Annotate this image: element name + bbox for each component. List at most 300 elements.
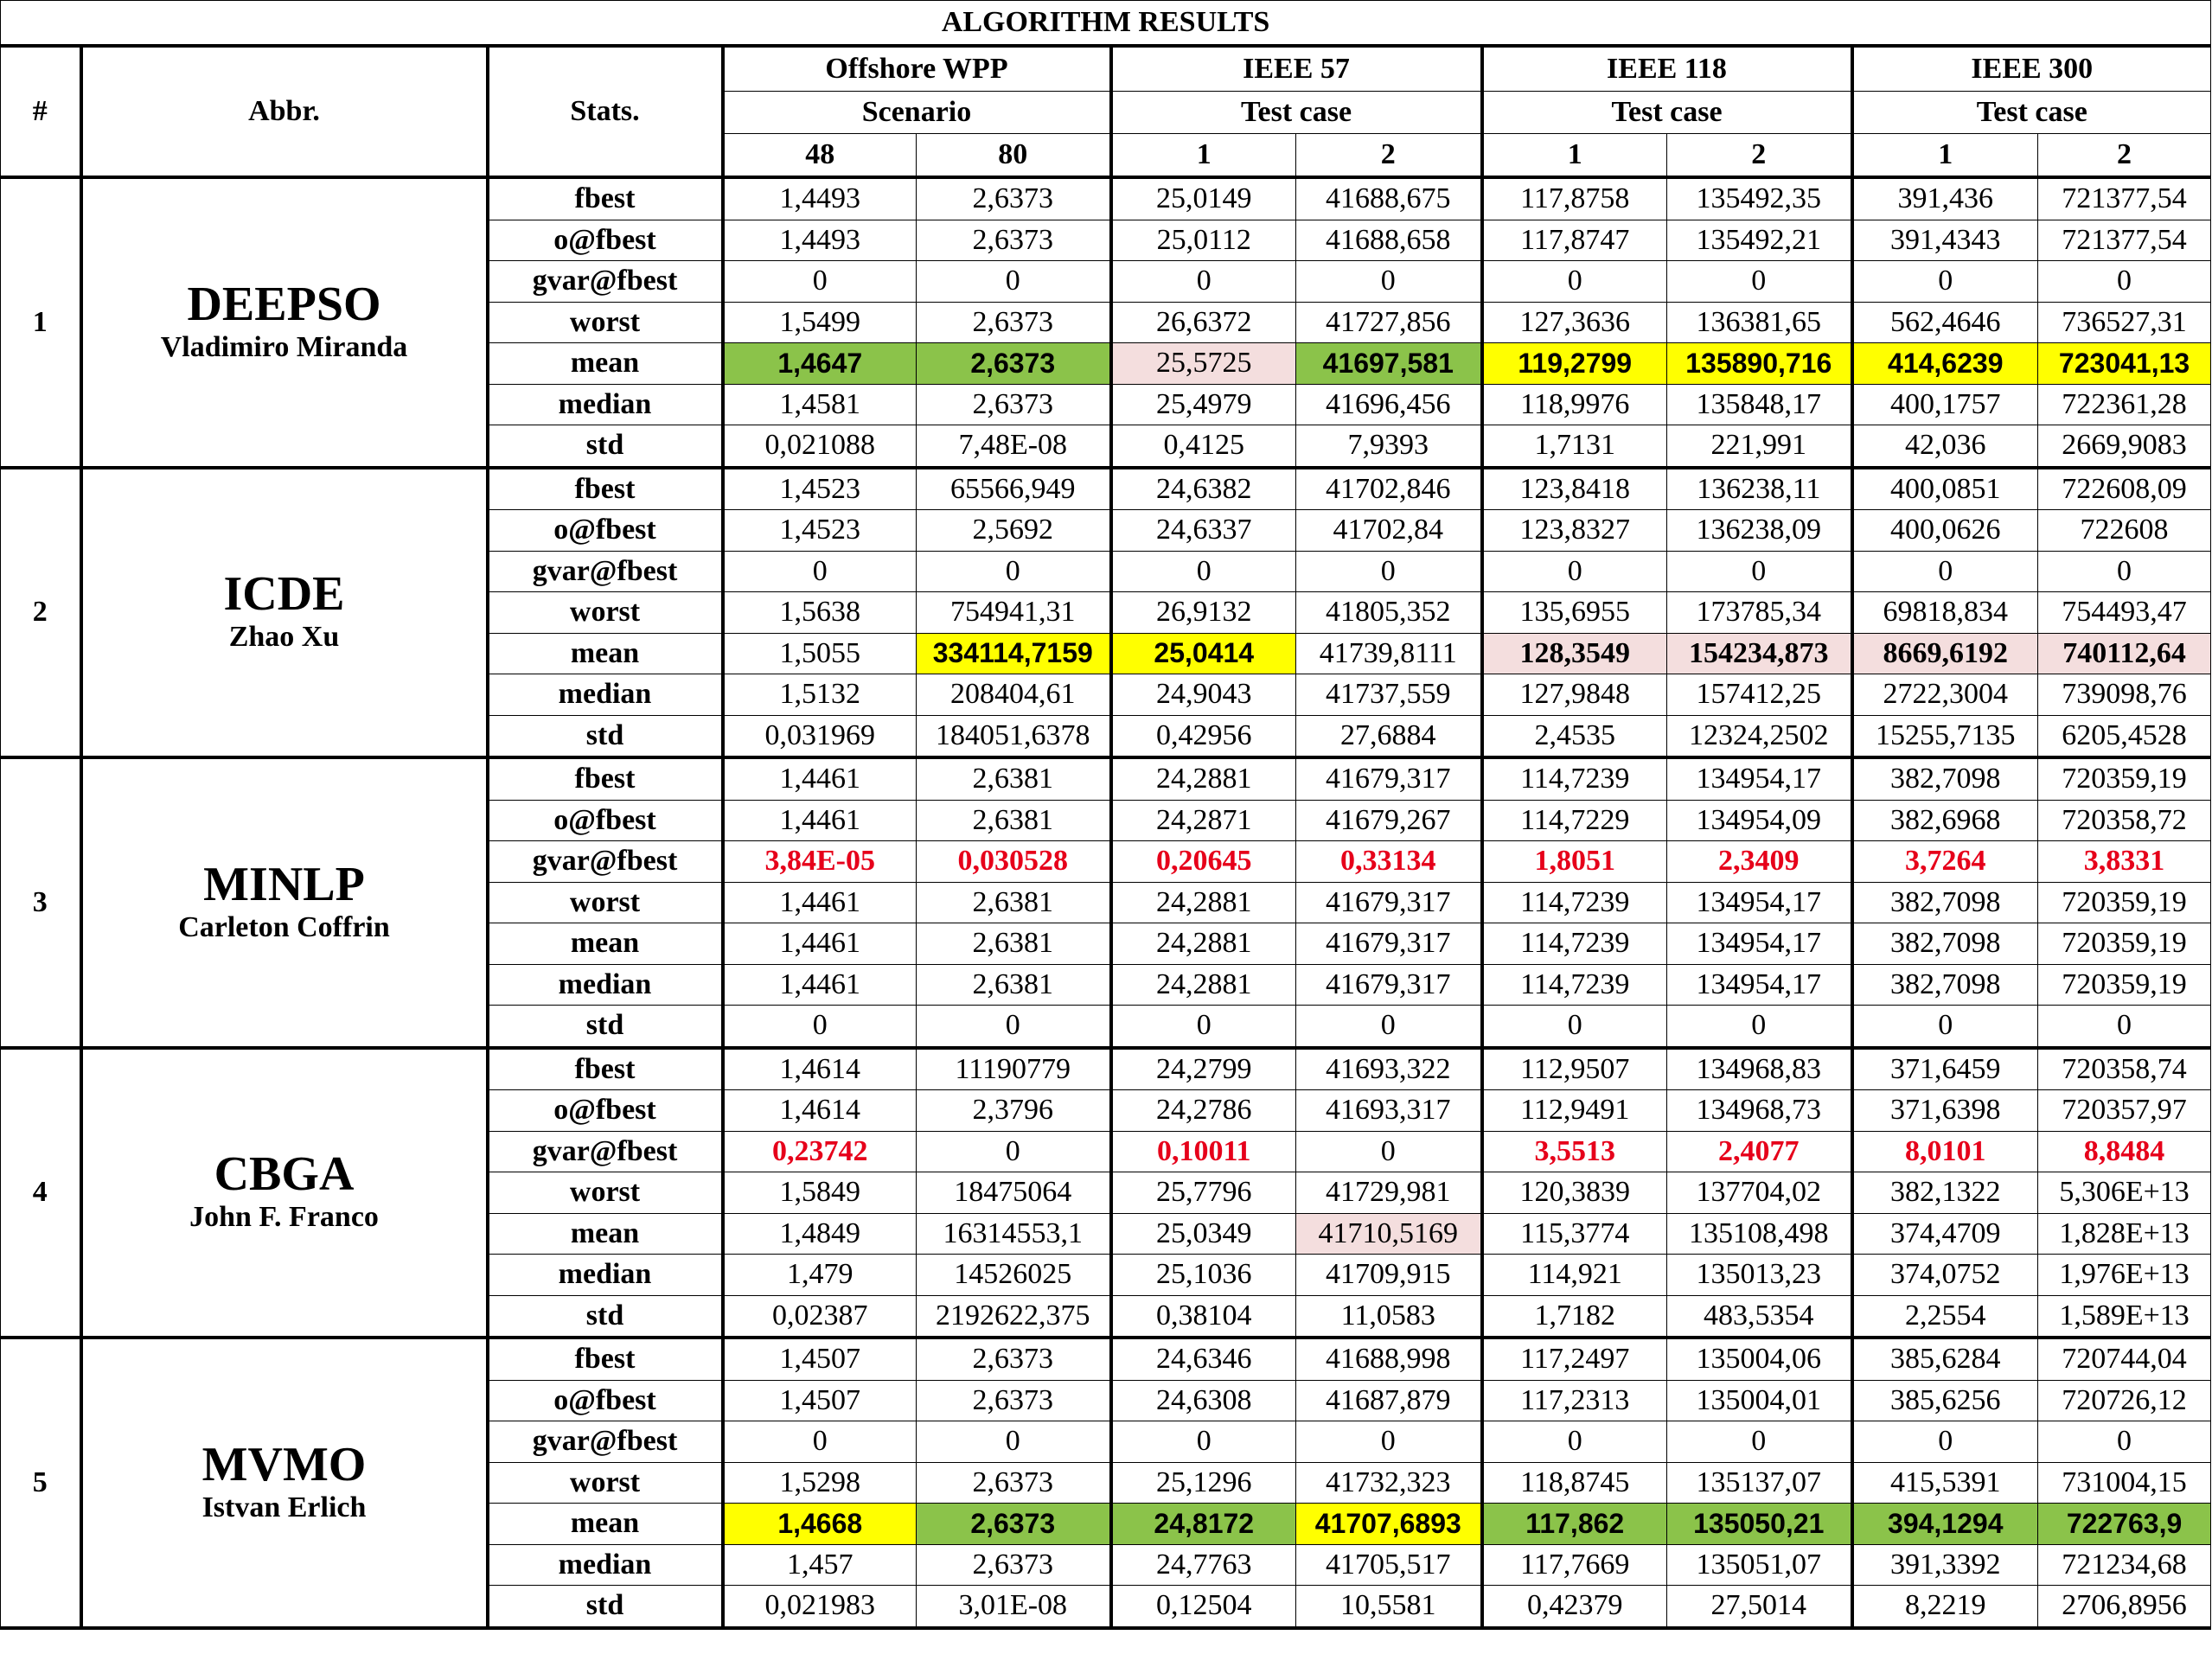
value-cell: 41710,5169 xyxy=(1296,1213,1482,1255)
stat-label: o@fbest xyxy=(488,800,723,841)
value-cell: 135050,21 xyxy=(1667,1504,1852,1545)
value-cell: 8,2219 xyxy=(1852,1586,2038,1628)
value-cell: 391,4343 xyxy=(1852,220,2038,261)
table-row xyxy=(1,468,2211,510)
value-cell: 25,0349 xyxy=(1111,1213,1296,1255)
value-cell: 114,7239 xyxy=(1482,923,1667,965)
algorithm-author: Carleton Coffrin xyxy=(178,910,390,943)
value-cell: 118,8745 xyxy=(1482,1462,1667,1504)
header-col: 80 xyxy=(917,134,1111,178)
value-cell: 134954,17 xyxy=(1667,964,1852,1006)
value-cell: 26,6372 xyxy=(1111,302,1296,343)
value-cell: 1,4523 xyxy=(723,510,917,552)
value-cell: 385,6284 xyxy=(1852,1338,2038,1380)
algorithm-author: Zhao Xu xyxy=(228,621,340,654)
value-cell: 154234,873 xyxy=(1667,633,1852,674)
value-cell: 0 xyxy=(1111,1421,1296,1463)
value-cell: 41729,981 xyxy=(1296,1172,1482,1214)
value-cell: 117,2497 xyxy=(1482,1338,1667,1380)
value-cell: 483,5354 xyxy=(1667,1295,1852,1338)
value-cell: 11190779 xyxy=(917,1048,1111,1090)
value-cell: 41688,998 xyxy=(1296,1338,1482,1380)
value-cell: 112,9491 xyxy=(1482,1090,1667,1132)
header-col: 48 xyxy=(723,134,917,178)
value-cell: 8669,6192 xyxy=(1852,633,2038,674)
value-cell: 0,021983 xyxy=(723,1586,917,1628)
value-cell: 41697,581 xyxy=(1296,343,1482,385)
value-cell: 135013,23 xyxy=(1667,1255,1852,1296)
stat-label: std xyxy=(488,1586,723,1628)
value-cell: 0 xyxy=(1111,261,1296,303)
value-cell: 24,6308 xyxy=(1111,1380,1296,1421)
value-cell: 134954,17 xyxy=(1667,923,1852,965)
value-cell: 2,6381 xyxy=(917,757,1111,800)
value-cell: 136238,09 xyxy=(1667,510,1852,552)
stat-label: fbest xyxy=(488,468,723,510)
value-cell: 3,84E-05 xyxy=(723,841,917,883)
value-cell: 127,3636 xyxy=(1482,302,1667,343)
value-cell: 721234,68 xyxy=(2038,1544,2211,1586)
stat-label: worst xyxy=(488,302,723,343)
value-cell: 24,6382 xyxy=(1111,468,1296,510)
value-cell: 0 xyxy=(1667,1421,1852,1463)
value-cell: 41702,84 xyxy=(1296,510,1482,552)
value-cell: 137704,02 xyxy=(1667,1172,1852,1214)
value-cell: 371,6459 xyxy=(1852,1048,2038,1090)
value-cell: 117,8747 xyxy=(1482,220,1667,261)
value-cell: 720359,19 xyxy=(2038,964,2211,1006)
value-cell: 1,7182 xyxy=(1482,1295,1667,1338)
value-cell: 0 xyxy=(1482,551,1667,592)
value-cell: 1,4849 xyxy=(723,1213,917,1255)
value-cell: 739098,76 xyxy=(2038,674,2211,716)
value-cell: 2,6373 xyxy=(917,1380,1111,1421)
value-cell: 0 xyxy=(917,1131,1111,1172)
table-row xyxy=(1,177,2211,220)
value-cell: 128,3549 xyxy=(1482,633,1667,674)
value-cell: 41679,317 xyxy=(1296,882,1482,923)
value-cell: 0 xyxy=(1482,1421,1667,1463)
value-cell: 1,4461 xyxy=(723,800,917,841)
value-cell: 134954,17 xyxy=(1667,882,1852,923)
value-cell: 0,4125 xyxy=(1111,425,1296,468)
value-cell: 24,2786 xyxy=(1111,1090,1296,1132)
value-cell: 114,7229 xyxy=(1482,800,1667,841)
value-cell: 1,4581 xyxy=(723,384,917,425)
value-cell: 25,0149 xyxy=(1111,177,1296,220)
value-cell: 0 xyxy=(723,1006,917,1048)
value-cell: 1,4461 xyxy=(723,757,917,800)
value-cell: 12324,2502 xyxy=(1667,715,1852,757)
value-cell: 41688,675 xyxy=(1296,177,1482,220)
value-cell: 1,7131 xyxy=(1482,425,1667,468)
value-cell: 41693,317 xyxy=(1296,1090,1482,1132)
algorithm-number: 2 xyxy=(1,468,81,758)
value-cell: 720358,74 xyxy=(2038,1048,2211,1090)
value-cell: 1,4461 xyxy=(723,923,917,965)
value-cell: 27,5014 xyxy=(1667,1586,1852,1628)
stat-label: mean xyxy=(488,1213,723,1255)
value-cell: 1,5638 xyxy=(723,592,917,634)
algorithm-abbr: ICDE xyxy=(223,567,345,622)
value-cell: 414,6239 xyxy=(1852,343,2038,385)
value-cell: 135890,716 xyxy=(1667,343,1852,385)
value-cell: 0,021088 xyxy=(723,425,917,468)
value-cell: 0 xyxy=(1296,261,1482,303)
header-col: 2 xyxy=(1296,134,1482,178)
value-cell: 114,7239 xyxy=(1482,964,1667,1006)
header-abbr: Abbr. xyxy=(81,46,488,177)
value-cell: 382,7098 xyxy=(1852,964,2038,1006)
value-cell: 41696,456 xyxy=(1296,384,1482,425)
header-col: 1 xyxy=(1852,134,2038,178)
stat-label: gvar@fbest xyxy=(488,261,723,303)
value-cell: 41679,317 xyxy=(1296,923,1482,965)
value-cell: 2,6373 xyxy=(917,177,1111,220)
value-cell: 117,862 xyxy=(1482,1504,1667,1545)
value-cell: 24,2881 xyxy=(1111,923,1296,965)
value-cell: 135,6955 xyxy=(1482,592,1667,634)
value-cell: 1,4647 xyxy=(723,343,917,385)
value-cell: 135051,07 xyxy=(1667,1544,1852,1586)
value-cell: 41709,915 xyxy=(1296,1255,1482,1296)
value-cell: 26,9132 xyxy=(1111,592,1296,634)
header-group-offshore-wpp: Offshore WPP xyxy=(723,46,1111,92)
value-cell: 5,306E+13 xyxy=(2038,1172,2211,1214)
stat-label: fbest xyxy=(488,177,723,220)
value-cell: 25,7796 xyxy=(1111,1172,1296,1214)
stat-label: std xyxy=(488,715,723,757)
value-cell: 400,1757 xyxy=(1852,384,2038,425)
value-cell: 722608 xyxy=(2038,510,2211,552)
value-cell: 135492,35 xyxy=(1667,177,1852,220)
value-cell: 1,4461 xyxy=(723,882,917,923)
value-cell: 0 xyxy=(1296,1421,1482,1463)
value-cell: 69818,834 xyxy=(1852,592,2038,634)
value-cell: 0,12504 xyxy=(1111,1586,1296,1628)
value-cell: 10,5581 xyxy=(1296,1586,1482,1628)
value-cell: 334114,7159 xyxy=(917,633,1111,674)
value-cell: 7,9393 xyxy=(1296,425,1482,468)
value-cell: 720359,19 xyxy=(2038,923,2211,965)
stat-label: worst xyxy=(488,882,723,923)
value-cell: 41688,658 xyxy=(1296,220,1482,261)
value-cell: 2722,3004 xyxy=(1852,674,2038,716)
value-cell: 0,10011 xyxy=(1111,1131,1296,1172)
value-cell: 0,42379 xyxy=(1482,1586,1667,1628)
value-cell: 0 xyxy=(917,1421,1111,1463)
value-cell: 2,6373 xyxy=(917,1338,1111,1380)
value-cell: 8,8484 xyxy=(2038,1131,2211,1172)
value-cell: 2,3409 xyxy=(1667,841,1852,883)
value-cell: 1,4461 xyxy=(723,964,917,1006)
value-cell: 208404,61 xyxy=(917,674,1111,716)
value-cell: 0 xyxy=(1296,1131,1482,1172)
header-col: 1 xyxy=(1111,134,1296,178)
value-cell: 3,7264 xyxy=(1852,841,2038,883)
value-cell: 1,828E+13 xyxy=(2038,1213,2211,1255)
value-cell: 221,991 xyxy=(1667,425,1852,468)
value-cell: 371,6398 xyxy=(1852,1090,2038,1132)
algorithm-abbr: CBGA xyxy=(214,1147,355,1202)
stat-label: fbest xyxy=(488,1338,723,1380)
stat-label: median xyxy=(488,674,723,716)
value-cell: 41737,559 xyxy=(1296,674,1482,716)
value-cell: 8,0101 xyxy=(1852,1131,2038,1172)
value-cell: 740112,64 xyxy=(2038,633,2211,674)
stat-label: mean xyxy=(488,923,723,965)
value-cell: 0 xyxy=(2038,1421,2211,1463)
stat-label: median xyxy=(488,964,723,1006)
value-cell: 24,6337 xyxy=(1111,510,1296,552)
value-cell: 24,9043 xyxy=(1111,674,1296,716)
value-cell: 2,6373 xyxy=(917,220,1111,261)
stat-label: gvar@fbest xyxy=(488,841,723,883)
value-cell: 41739,8111 xyxy=(1296,633,1482,674)
value-cell: 0 xyxy=(1667,551,1852,592)
header-col: 2 xyxy=(2038,134,2211,178)
value-cell: 127,9848 xyxy=(1482,674,1667,716)
value-cell: 720357,97 xyxy=(2038,1090,2211,1132)
value-cell: 119,2799 xyxy=(1482,343,1667,385)
value-cell: 114,7239 xyxy=(1482,882,1667,923)
algorithm-cell xyxy=(81,177,488,468)
value-cell: 415,5391 xyxy=(1852,1462,2038,1504)
value-cell: 2,3796 xyxy=(917,1090,1111,1132)
stat-label: median xyxy=(488,384,723,425)
value-cell: 1,4668 xyxy=(723,1504,917,1545)
stat-label: worst xyxy=(488,1462,723,1504)
value-cell: 7,48E-08 xyxy=(917,425,1111,468)
table-title: ALGORITHM RESULTS xyxy=(1,1,2211,47)
value-cell: 562,4646 xyxy=(1852,302,2038,343)
value-cell: 134968,83 xyxy=(1667,1048,1852,1090)
value-cell: 1,4507 xyxy=(723,1380,917,1421)
value-cell: 136381,65 xyxy=(1667,302,1852,343)
value-cell: 754493,47 xyxy=(2038,592,2211,634)
value-cell: 1,4493 xyxy=(723,177,917,220)
value-cell: 731004,15 xyxy=(2038,1462,2211,1504)
value-cell: 0,031969 xyxy=(723,715,917,757)
value-cell: 42,036 xyxy=(1852,425,2038,468)
value-cell: 0,20645 xyxy=(1111,841,1296,883)
value-cell: 1,8051 xyxy=(1482,841,1667,883)
value-cell: 135004,01 xyxy=(1667,1380,1852,1421)
value-cell: 173785,34 xyxy=(1667,592,1852,634)
value-cell: 382,6968 xyxy=(1852,800,2038,841)
value-cell: 1,5055 xyxy=(723,633,917,674)
value-cell: 135108,498 xyxy=(1667,1213,1852,1255)
value-cell: 41732,323 xyxy=(1296,1462,1482,1504)
value-cell: 1,4493 xyxy=(723,220,917,261)
value-cell: 385,6256 xyxy=(1852,1380,2038,1421)
header-stats: Stats. xyxy=(488,46,723,177)
value-cell: 2,6381 xyxy=(917,800,1111,841)
value-cell: 2706,8956 xyxy=(2038,1586,2211,1628)
value-cell: 134954,17 xyxy=(1667,757,1852,800)
value-cell: 1,4614 xyxy=(723,1090,917,1132)
algorithm-cell xyxy=(81,468,488,758)
value-cell: 2,4535 xyxy=(1482,715,1667,757)
value-cell: 41679,317 xyxy=(1296,757,1482,800)
value-cell: 24,2871 xyxy=(1111,800,1296,841)
value-cell: 24,2881 xyxy=(1111,882,1296,923)
value-cell: 722361,28 xyxy=(2038,384,2211,425)
value-cell: 41679,267 xyxy=(1296,800,1482,841)
algorithm-author: Istvan Erlich xyxy=(201,1491,367,1523)
stat-label: fbest xyxy=(488,1048,723,1090)
algorithm-cell xyxy=(81,757,488,1048)
value-cell: 0 xyxy=(1852,551,2038,592)
value-cell: 0 xyxy=(2038,1006,2211,1048)
header-col: 1 xyxy=(1482,134,1667,178)
results-body xyxy=(1,177,2211,1628)
value-cell: 1,5499 xyxy=(723,302,917,343)
value-cell: 115,3774 xyxy=(1482,1213,1667,1255)
value-cell: 0 xyxy=(1111,551,1296,592)
value-cell: 721377,54 xyxy=(2038,177,2211,220)
value-cell: 3,8331 xyxy=(2038,841,2211,883)
value-cell: 0 xyxy=(2038,261,2211,303)
value-cell: 1,976E+13 xyxy=(2038,1255,2211,1296)
value-cell: 2,6381 xyxy=(917,923,1111,965)
value-cell: 11,0583 xyxy=(1296,1295,1482,1338)
value-cell: 41705,517 xyxy=(1296,1544,1482,1586)
value-cell: 382,7098 xyxy=(1852,882,2038,923)
stat-label: worst xyxy=(488,1172,723,1214)
value-cell: 24,2881 xyxy=(1111,964,1296,1006)
header-sub-ieee300: Test case xyxy=(1852,92,2211,134)
value-cell: 2,6381 xyxy=(917,882,1111,923)
value-cell: 41679,317 xyxy=(1296,964,1482,1006)
value-cell: 135492,21 xyxy=(1667,220,1852,261)
value-cell: 0 xyxy=(1667,261,1852,303)
value-cell: 25,1296 xyxy=(1111,1462,1296,1504)
value-cell: 2669,9083 xyxy=(2038,425,2211,468)
stat-label: gvar@fbest xyxy=(488,1421,723,1463)
header-group-ieee300: IEEE 300 xyxy=(1852,46,2211,92)
value-cell: 0,030528 xyxy=(917,841,1111,883)
algorithm-abbr: MINLP xyxy=(203,857,365,911)
value-cell: 0 xyxy=(917,1006,1111,1048)
value-cell: 24,2881 xyxy=(1111,757,1296,800)
stat-label: gvar@fbest xyxy=(488,551,723,592)
value-cell: 0,42956 xyxy=(1111,715,1296,757)
value-cell: 0 xyxy=(1482,261,1667,303)
value-cell: 0 xyxy=(2038,551,2211,592)
stat-label: o@fbest xyxy=(488,510,723,552)
algorithm-cell xyxy=(81,1338,488,1628)
value-cell: 720359,19 xyxy=(2038,757,2211,800)
value-cell: 0,02387 xyxy=(723,1295,917,1338)
header-num: # xyxy=(1,46,81,177)
value-cell: 2192622,375 xyxy=(917,1295,1111,1338)
header-sub-ieee57: Test case xyxy=(1111,92,1482,134)
value-cell: 720359,19 xyxy=(2038,882,2211,923)
value-cell: 118,9976 xyxy=(1482,384,1667,425)
value-cell: 136238,11 xyxy=(1667,468,1852,510)
value-cell: 2,6373 xyxy=(917,343,1111,385)
algorithm-author: Vladimiro Miranda xyxy=(160,330,408,363)
value-cell: 0 xyxy=(1482,1006,1667,1048)
algorithm-abbr: DEEPSO xyxy=(187,277,381,331)
value-cell: 135004,06 xyxy=(1667,1338,1852,1380)
value-cell: 41805,352 xyxy=(1296,592,1482,634)
value-cell: 6205,4528 xyxy=(2038,715,2211,757)
value-cell: 0 xyxy=(1296,1006,1482,1048)
value-cell: 15255,7135 xyxy=(1852,715,2038,757)
value-cell: 0 xyxy=(723,1421,917,1463)
value-cell: 24,2799 xyxy=(1111,1048,1296,1090)
value-cell: 0 xyxy=(1111,1006,1296,1048)
stat-label: median xyxy=(488,1255,723,1296)
value-cell: 120,3839 xyxy=(1482,1172,1667,1214)
value-cell: 736527,31 xyxy=(2038,302,2211,343)
value-cell: 1,5849 xyxy=(723,1172,917,1214)
value-cell: 24,8172 xyxy=(1111,1504,1296,1545)
value-cell: 2,5692 xyxy=(917,510,1111,552)
stat-label: worst xyxy=(488,592,723,634)
stat-label: o@fbest xyxy=(488,1090,723,1132)
value-cell: 24,7763 xyxy=(1111,1544,1296,1586)
table-row xyxy=(1,1338,2211,1380)
value-cell: 3,5513 xyxy=(1482,1131,1667,1172)
value-cell: 0 xyxy=(1852,1006,2038,1048)
value-cell: 41687,879 xyxy=(1296,1380,1482,1421)
value-cell: 41702,846 xyxy=(1296,468,1482,510)
value-cell: 25,0112 xyxy=(1111,220,1296,261)
value-cell: 117,2313 xyxy=(1482,1380,1667,1421)
value-cell: 0 xyxy=(723,551,917,592)
value-cell: 41707,6893 xyxy=(1296,1504,1482,1545)
value-cell: 382,7098 xyxy=(1852,923,2038,965)
value-cell: 720726,12 xyxy=(2038,1380,2211,1421)
value-cell: 123,8327 xyxy=(1482,510,1667,552)
value-cell: 135848,17 xyxy=(1667,384,1852,425)
stat-label: mean xyxy=(488,1504,723,1545)
algorithm-number: 5 xyxy=(1,1338,81,1628)
value-cell: 2,6373 xyxy=(917,384,1111,425)
header-group-ieee118: IEEE 118 xyxy=(1482,46,1852,92)
value-cell: 0 xyxy=(723,261,917,303)
value-cell: 65566,949 xyxy=(917,468,1111,510)
value-cell: 14526025 xyxy=(917,1255,1111,1296)
value-cell: 1,5132 xyxy=(723,674,917,716)
value-cell: 135137,07 xyxy=(1667,1462,1852,1504)
value-cell: 0,23742 xyxy=(723,1131,917,1172)
value-cell: 0,33134 xyxy=(1296,841,1482,883)
stat-label: std xyxy=(488,1295,723,1338)
value-cell: 394,1294 xyxy=(1852,1504,2038,1545)
value-cell: 723041,13 xyxy=(2038,343,2211,385)
value-cell: 3,01E-08 xyxy=(917,1586,1111,1628)
value-cell: 400,0851 xyxy=(1852,468,2038,510)
value-cell: 1,589E+13 xyxy=(2038,1295,2211,1338)
value-cell: 2,6373 xyxy=(917,302,1111,343)
value-cell: 1,4507 xyxy=(723,1338,917,1380)
value-cell: 2,6381 xyxy=(917,964,1111,1006)
value-cell: 114,7239 xyxy=(1482,757,1667,800)
value-cell: 720358,72 xyxy=(2038,800,2211,841)
value-cell: 374,4709 xyxy=(1852,1213,2038,1255)
value-cell: 0 xyxy=(1852,1421,2038,1463)
stat-label: std xyxy=(488,1006,723,1048)
value-cell: 117,8758 xyxy=(1482,177,1667,220)
value-cell: 25,5725 xyxy=(1111,343,1296,385)
algorithm-abbr: MVMO xyxy=(201,1437,367,1491)
table-row xyxy=(1,1048,2211,1090)
value-cell: 2,4077 xyxy=(1667,1131,1852,1172)
